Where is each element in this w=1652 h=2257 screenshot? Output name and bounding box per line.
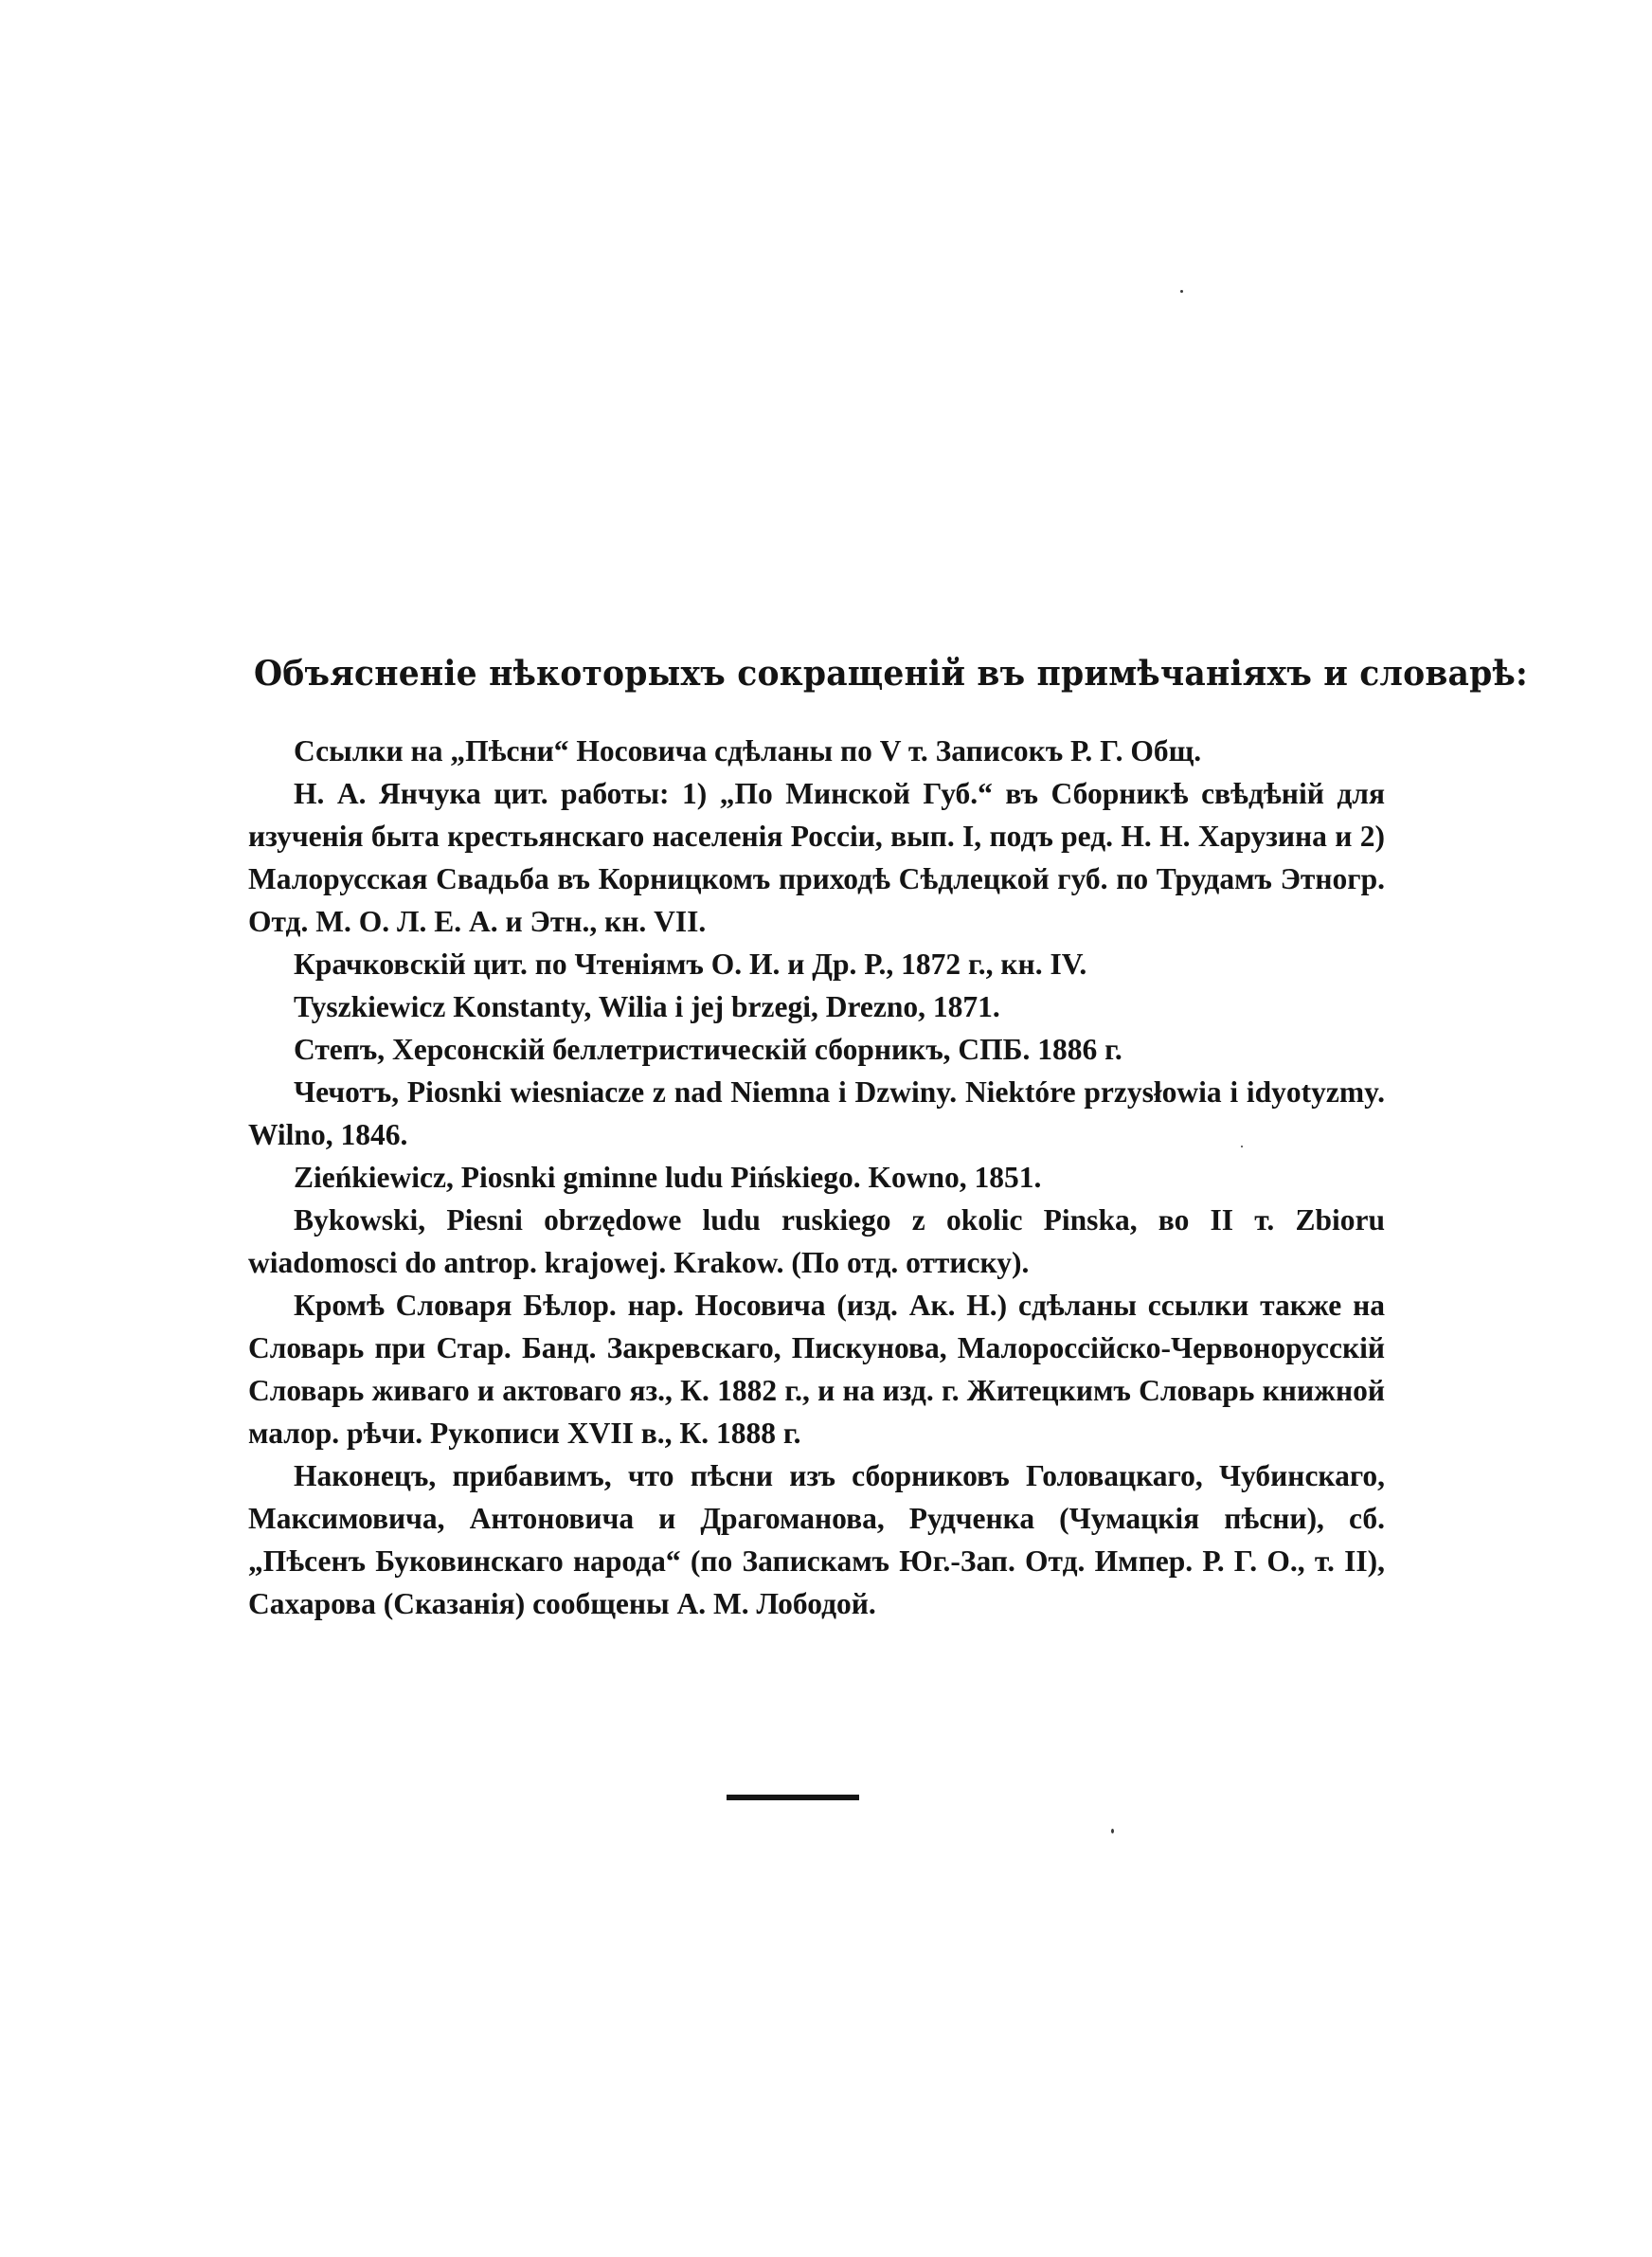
paragraph-krachkovsky: Крачковскій цит. по Чтеніямъ О. И. и Др. Р., 1872 г., кн. IV. xyxy=(294,948,1087,981)
page-title: Объясненіе нѣкоторыхъ сокращеній въ примѣчаніяхъ и словарѣ: xyxy=(254,654,1528,694)
paragraph-closing: Наконецъ, прибавимъ, что пѣсни изъ сборниковъ Головацкаго, Чубинскаго, Максимовича, Антоновича и Драгоманова, Рудченка (Чумацкія пѣсни), сб. „Пѣсенъ Буковинскаго народа“ (по Запискамъ Юг.-Зап. Отд. Импер. Р. Г. О., т. II), Сахарова (Сказанія) сообщены А. М. Лободой. xyxy=(248,1459,1385,1620)
paragraph-dictionaries: Кромѣ Словаря Бѣлор. нар. Носовича (изд. Ак. Н.) сдѣланы ссылки также на Словарь при Стар. Банд. Закревскаго, Пискунова, Малороссійско-Червонорусскій Словарь живаго и актоваго яз., К. 1882 г., и на изд. г. Житецкимъ Словарь книжной малор. рѣчи. Рукописи XVII в., К. 1888 г. xyxy=(248,1289,1385,1450)
paragraph-tyszkiewicz: Tyszkiewicz Konstanty, Wilia i jej brzegi, Drezno, 1871. xyxy=(294,990,1000,1023)
scan-speck xyxy=(1111,1829,1114,1833)
paragraph-bykowski: Bykowski, Piesni obrzędowe ludu ruskiego z okolic Pinska, во II т. Zbioru wiadomosci do antrop. krajowej. Krakow. (По отд. оттиску). xyxy=(248,1203,1385,1279)
paragraph-zienkiewicz: Zieńkiewicz, Piosnki gminne ludu Pińskiego. Kowno, 1851. xyxy=(294,1161,1042,1194)
paragraph-chechot: Чечотъ, Piosnki wiesniacze z nad Niemna i Dzwiny. Niektóre przysłowia i idyotyzmy. Wilno, 1846. xyxy=(248,1075,1385,1151)
end-rule xyxy=(727,1795,859,1800)
paragraph-yanchuk: Н. А. Янчука цит. работы: 1) „По Минской Губ.“ въ Сборникѣ свѣдѣній для изученія быта крестьянскаго населенія Россіи, вып. I, подъ ред. Н. Н. Харузина и 2) Малорусская Свадьба въ Корницкомъ приходѣ Сѣдлецкой губ. по Трудамъ Этногр. Отд. М. О. Л. Е. А. и Этн., кн. VII. xyxy=(248,777,1385,938)
scan-speck xyxy=(1180,290,1183,293)
abbreviations-list xyxy=(248,730,1385,1625)
paragraph-step: Степъ, Херсонскій беллетристическій сборникъ, СПБ. 1886 г. xyxy=(294,1033,1122,1066)
paragraph-nosovich: Ссылки на „Пѣсни“ Носовича сдѣланы по V т. Записокъ Р. Г. Общ. xyxy=(294,734,1202,767)
scan-speck xyxy=(1241,1146,1243,1147)
